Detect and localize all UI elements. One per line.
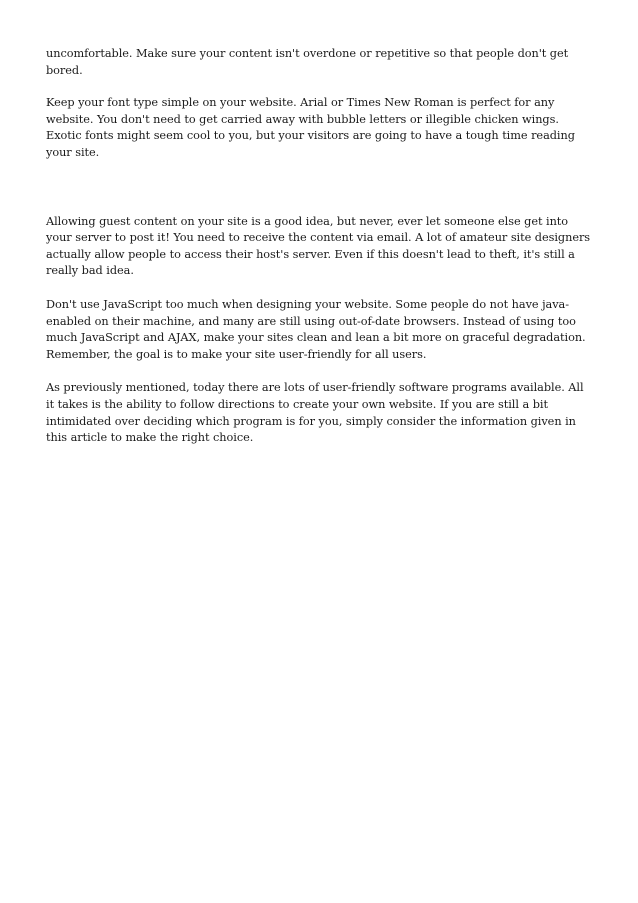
paragraph-conclusion: As previously mentioned, today there are lots of user-friendly software programs available. All it takes is the ability to follow directions to create your own website. If you are still a bit intimidated over deciding which program is for you, simply consider the information given in this article to make the right choice.: [46, 381, 584, 445]
paragraph-font-type: Keep your font type simple on your website. Arial or Times New Roman is perfect for any website. You don't need to get carried away with bubble letters or illegible chicken wings. Exotic fonts might seem cool to you, but your visitors are going to have a tough time reading your site.: [46, 96, 575, 159]
document-body: [46, 46, 594, 447]
paragraph-javascript: Don't use JavaScript too much when designing your website. Some people do not have java-enabled on their machine, and many are still using out-of-date browsers. Instead of using too much JavaScript and AJAX, make your sites clean and lean a bit more on graceful degradation. Remember, the goal is to make your site user-friendly for all users.: [46, 297, 586, 361]
paragraph-content-overdone: uncomfortable. Make sure your content isn't overdone or repetitive so that people don't get bored.: [46, 47, 569, 77]
paragraph-guest-content: Allowing guest content on your site is a good idea, but never, ever let someone else get into your server to post it! You need to receive the content via email. A lot of amateur site designers actually allow people to access their host's server. Even if this doesn't lead to theft, it's still a really bad idea.: [46, 214, 591, 278]
